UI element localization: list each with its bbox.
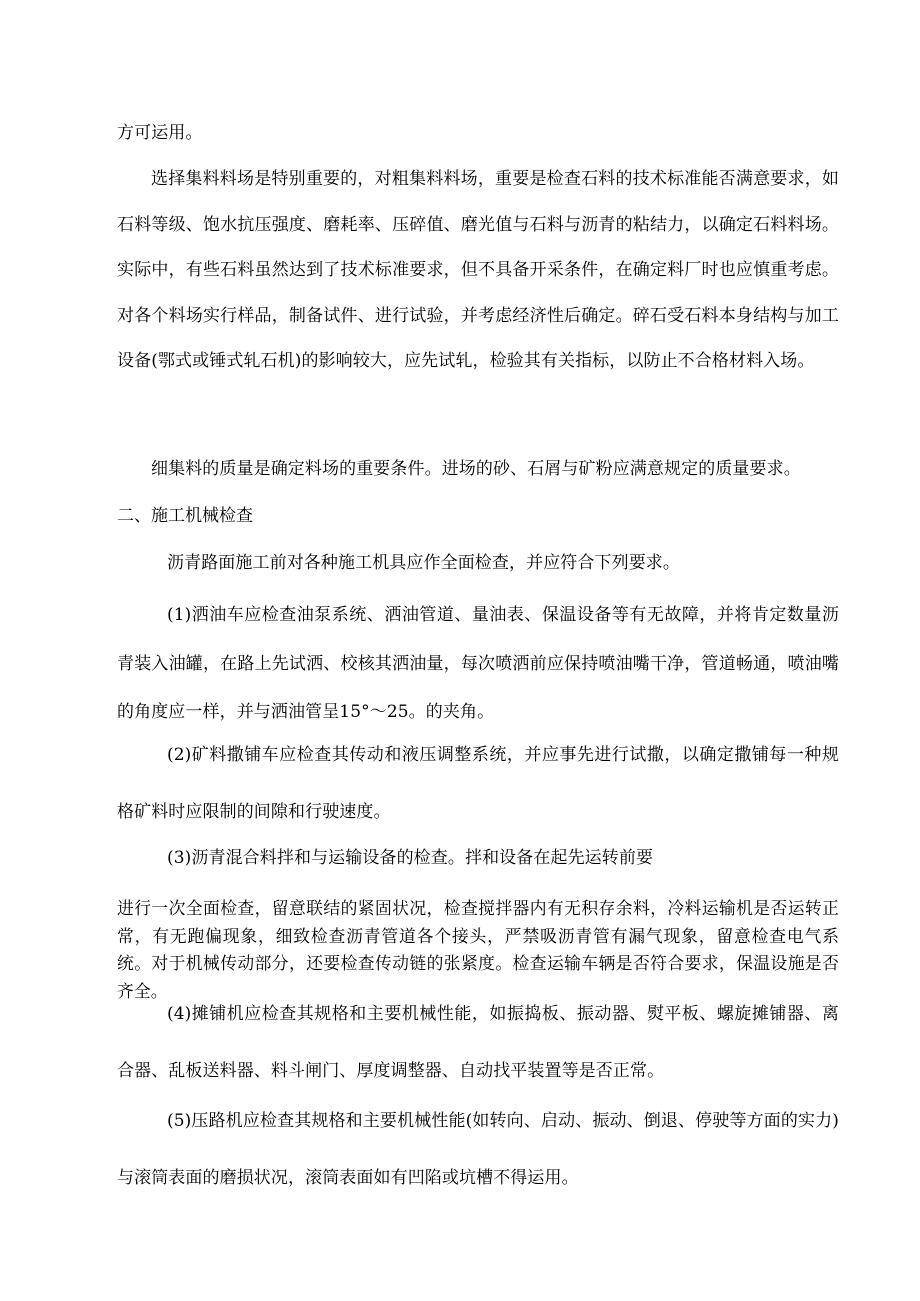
- paragraph-fine-aggregate: 细集料的质量是确定料场的重要条件。进场的砂、石屑与矿粉应满意规定的质量要求。: [151, 459, 801, 479]
- paragraph-item-5-roller: (5)压路机应检查其规格和主要机械性能(如转向、启动、振动、倒退、停驶等方面的实力)与滚筒表面的磨损状况，滚筒表面如有凹陷或坑槽不得运用。: [117, 1111, 839, 1188]
- paragraph-item-4-paver: (4)摊铺机应检查其规格和主要机械性能，如振捣板、振动器、熨平板、螺旋摊铺器、离合器、乱板送料器、料斗闸门、厚度调整器、自动找平装置等是否正常。: [117, 1004, 839, 1081]
- paragraph-item-2-spreader: (2)矿料撒铺车应检查其传动和液压调整系统，并应事先进行试撒，以确定撒铺每一种规格矿料时应限制的间隙和行驶速度。: [117, 745, 839, 822]
- paragraph-continuation: 方可运用。: [117, 123, 203, 143]
- paragraph-aggregate-site: 选择集料料场是特别重要的，对粗集料料场，重要是检查石料的技术标准能否满意要求，如石料等级、饱水抗压强度、磨耗率、压碎值、磨光值与石料与沥青的粘结力，以确定石料料场。实际中，有些石料虽然达到了技术标准要求，但不具备开采条件，在确定料厂时也应慎重考虑。对各个料场实行样品，制备试件、进行试验，并考虑经济性后确定。碎石受石料本身结构与加工设备(鄂式或锤式轧石机)的影响较大，应先试轧，检验其有关指标，以防止不合格材料入场。: [117, 169, 839, 371]
- paragraph-item-3-mixing: (3)沥青混合料拌和与运输设备的检查。拌和设备在起先运转前要: [167, 848, 654, 868]
- paragraph-item-1-sprayer: (1)洒油车应检查油泵系统、洒油管道、量油表、保温设备等有无故障，并将肯定数量沥青装入油罐，在路上先试洒、校核其洒油量，每次喷洒前应保持喷油嘴干净，管道畅通，喷油嘴的角度应一样，并与洒油管呈15°～25。的夹角。: [117, 605, 839, 722]
- section-heading-machinery-check: 二、施工机械检查: [117, 506, 253, 526]
- paragraph-item-3-continued: 进行一次全面检查，留意联结的紧固状况，检查搅拌器内有无积存余料，冷料运输机是否运转正常，有无跑偏现象，细致检查沥青管道各个接头，严禁吸沥青管有漏气现象，留意检查电气系统。对于机械传动部分，还要检查传动链的张紧度。检查运输车辆是否符合要求，保温设施是否齐全。: [117, 898, 839, 1001]
- paragraph-machinery-intro: 沥青路面施工前对各种施工机具应作全面检查，并应符合下列要求。: [167, 553, 680, 573]
